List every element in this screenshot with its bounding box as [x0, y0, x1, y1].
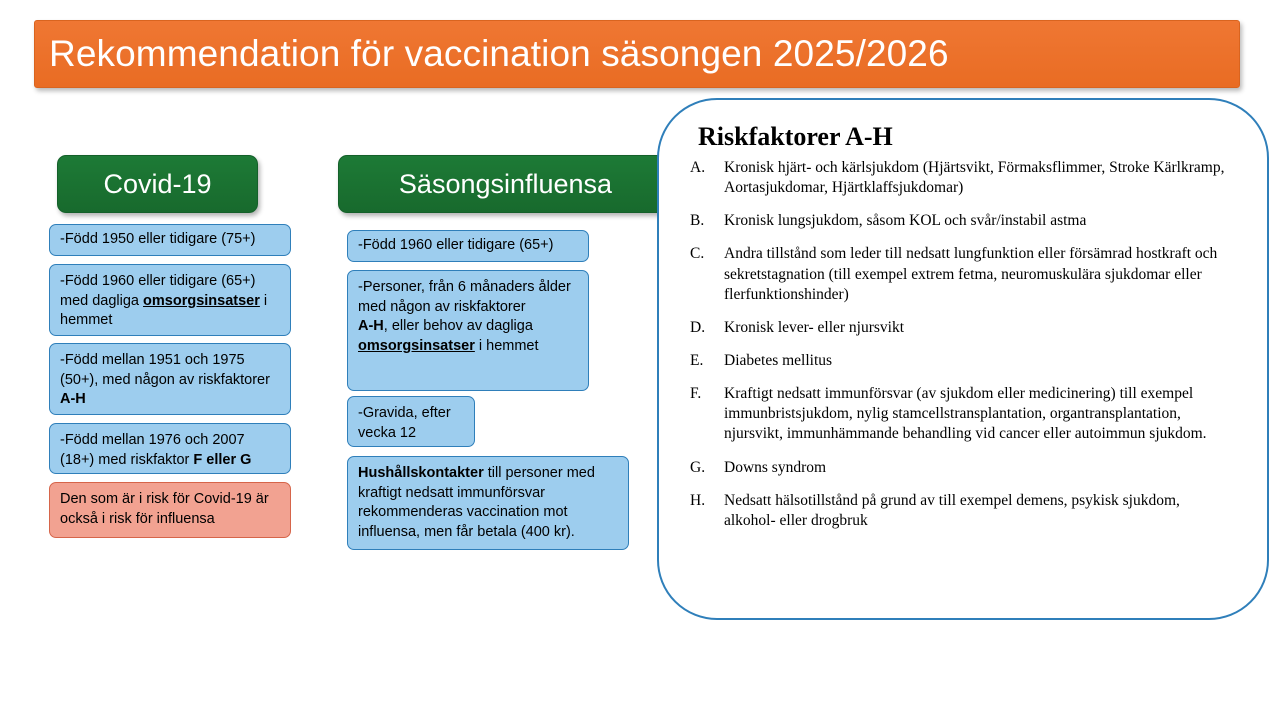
- covid-item-4: -Född mellan 1976 och 2007 (18+) med riskfaktor F eller G: [49, 423, 291, 474]
- risk-item-text: Andra tillstånd som leder till nedsatt lungfunktion eller försämrad hostkraft och sekretstagnation (till exempel extrem fetma, neuromuskulära sjukdomar eller flerfunktionshinder): [724, 245, 1218, 303]
- risk-item: [690, 158, 1235, 198]
- risk-item-letter: A.: [690, 159, 706, 176]
- risk-item-text: Kronisk hjärt- och kärlsjukdom (Hjärtsvikt, Förmaksflimmer, Stroke Kärlkramp, Aortasjukdomar, Hjärtklaffsjukdomar): [724, 159, 1225, 197]
- column-header-influensa: [338, 155, 673, 213]
- risk-item: [690, 318, 1235, 338]
- influensa-item-3-text: -Gravida, efter vecka 12: [358, 405, 451, 441]
- risk-item-letter: D.: [690, 318, 706, 336]
- influensa-item-3: [347, 396, 475, 447]
- column-header-influensa-label: Säsongsinfluensa: [398, 168, 613, 199]
- covid-item-4-emphasis: F eller G: [193, 451, 252, 468]
- risk-item-text: Diabetes mellitus: [724, 351, 833, 369]
- covid-note: [49, 482, 291, 538]
- risk-factor-list: [690, 158, 1235, 544]
- covid-item-3-emphasis: A-H: [60, 391, 86, 408]
- risk-item-letter: C.: [690, 245, 705, 263]
- risk-item-text: Kronisk lever- eller njursvikt: [724, 318, 905, 336]
- covid-item-2: -Född 1960 eller tidigare (65+) med dagliga omsorgsinsatser i hemmet: [49, 264, 291, 336]
- title-banner: [34, 20, 1240, 88]
- covid-item-1-text: -Född 1950 eller tidigare (75+): [60, 231, 256, 248]
- influensa-item-2-emphasis-ah: A-H: [358, 318, 384, 335]
- risk-item-letter: E.: [690, 351, 704, 369]
- risk-item-text: Downs syndrom: [724, 458, 827, 476]
- risk-item: [690, 384, 1235, 444]
- risk-item-letter: G.: [690, 458, 706, 476]
- influensa-item-2-emphasis-oms: omsorgsinsatser: [358, 337, 475, 354]
- risk-item-text: Kraftigt nedsatt immunförsvar (av sjukdom eller medicinering) till exempel immunbristsjukdom, nylig stamcellstransplantation, organtransplantation, njursvikt, immunhämmande behandling vid cancer eller autoimmun sjukdom.: [724, 385, 1207, 443]
- influensa-item-1: [347, 230, 589, 262]
- risk-item-text: Nedsatt hälsotillstånd på grund av till exempel demens, psykisk sjukdom, alkohol- eller drogbruk: [724, 491, 1180, 529]
- covid-item-3: -Född mellan 1951 och 1975 (50+), med någon av riskfaktorer A-H: [49, 343, 291, 415]
- risk-item: [690, 491, 1235, 531]
- page-title: Rekommendation för vaccination säsongen 2025/2026: [49, 32, 949, 74]
- covid-note-text: Den som är i risk för Covid-19 är också i risk för influensa: [60, 491, 269, 527]
- influensa-item-4: Hushållskontakter till personer med kraftigt nedsatt immunförsvar rekommenderas vaccination mot influensa, men får betala (400 kr).: [347, 456, 629, 550]
- column-header-covid: [57, 155, 258, 213]
- covid-item-1: [49, 224, 291, 256]
- risk-item: [690, 458, 1235, 478]
- risk-item: [690, 244, 1235, 304]
- influensa-item-1-text: -Född 1960 eller tidigare (65+): [358, 237, 554, 254]
- risk-item-letter: B.: [690, 212, 705, 230]
- risk-factor-title: Riskfaktorer A-H: [698, 122, 893, 151]
- risk-item-text: Kronisk lungsjukdom, såsom KOL och svår/instabil astma: [724, 212, 1087, 230]
- covid-item-2-emphasis: omsorgsinsatser: [143, 292, 260, 309]
- risk-item-letter: F.: [690, 385, 702, 403]
- risk-item-letter: H.: [690, 491, 706, 509]
- influensa-item-2: -Personer, från 6 månaders ålder med någon av riskfaktorer A-H, eller behov av dagliga omsorgsinsatser i hemmet: [347, 270, 589, 391]
- column-header-covid-label: Covid-19: [103, 168, 212, 199]
- risk-item: [690, 211, 1235, 231]
- risk-item: [690, 351, 1235, 371]
- influensa-item-4-emphasis: Hushållskontakter: [358, 465, 484, 481]
